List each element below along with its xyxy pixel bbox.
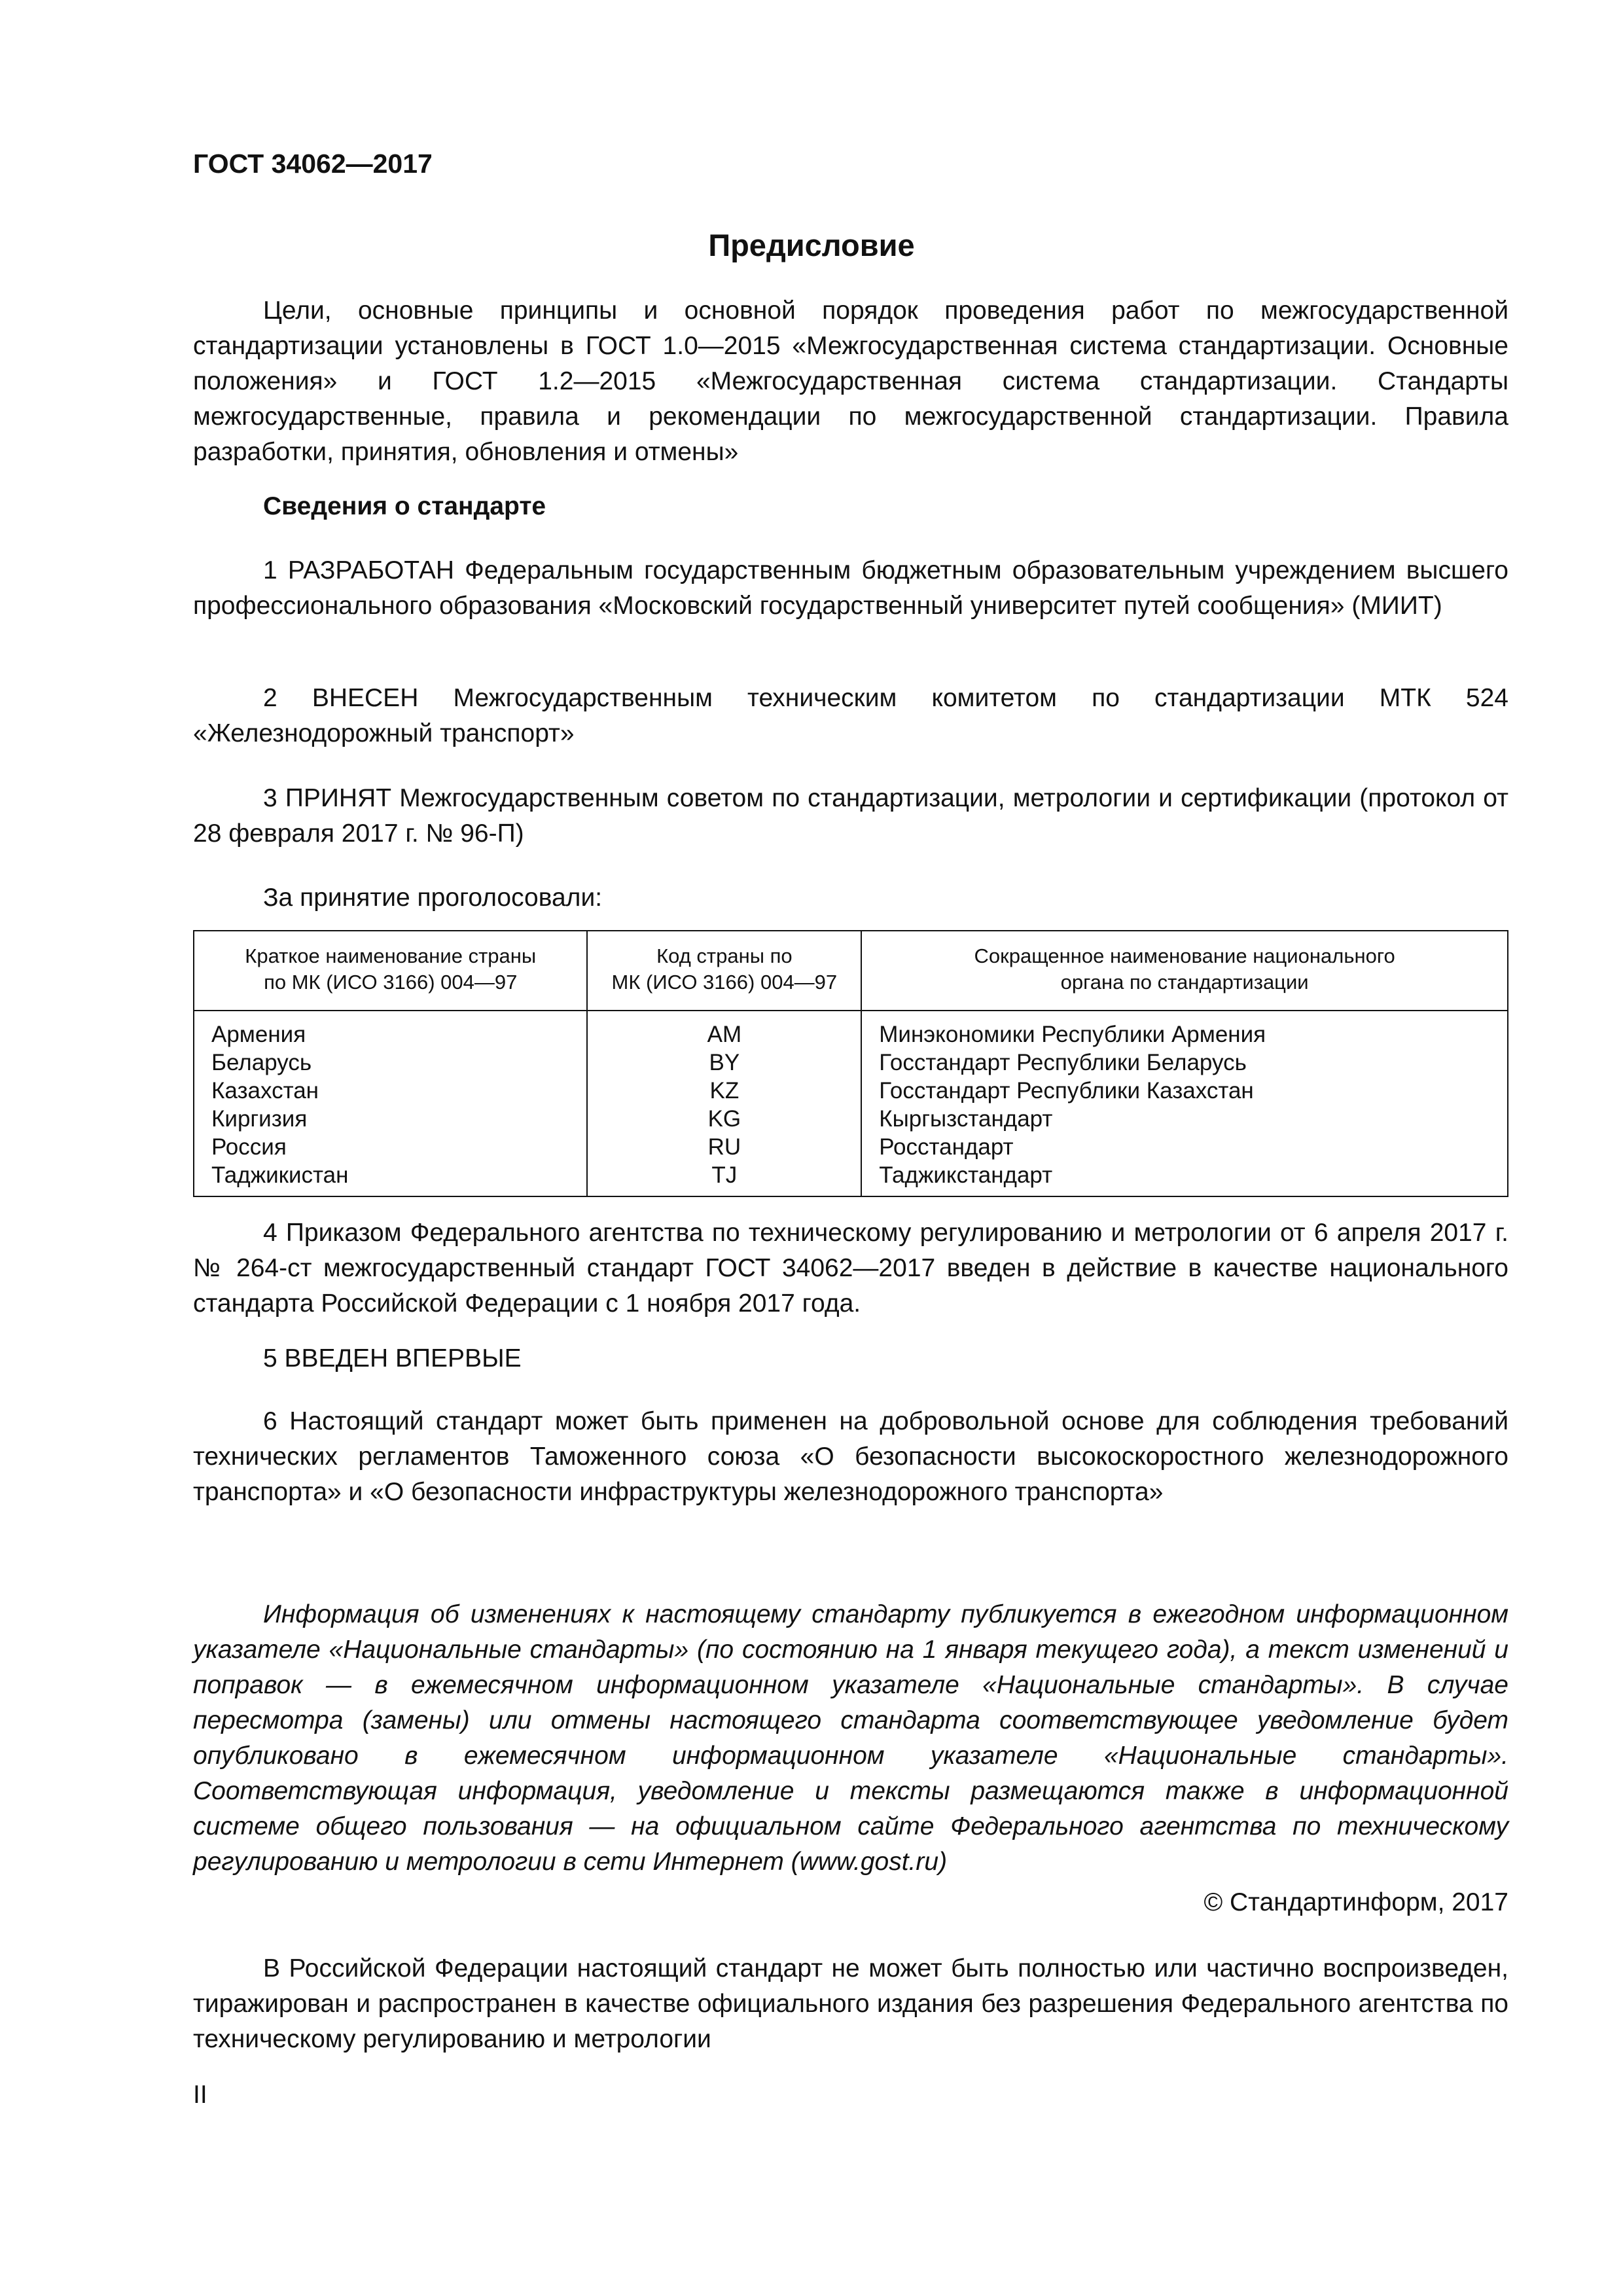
table-header-body (861, 931, 1508, 1011)
rights-paragraph: В Российской Федерации настоящий стандарт не может быть полностью или частично воспроизведен, тиражирован и распространен в качестве официального издания без разрешения Федерального агентства по техническому регулированию и метрологии (193, 1954, 1508, 2053)
table-cell-country: Таджикистан (211, 1162, 349, 1188)
item-3-paragraph: 3 ПРИНЯТ Межгосударственным советом по стандартизации, метрологии и сертификации (протокол от 28 февраля 2017 г. № 96-П) (193, 784, 1508, 848)
country-column (194, 1011, 587, 1196)
info-heading: Сведения о стандарте (263, 492, 546, 520)
voting-table (193, 930, 1508, 1197)
table-cell-body: Таджикстандарт (879, 1162, 1053, 1188)
table-cell-country: Армения (211, 1022, 306, 1047)
voted-label: За принятие проголосовали: (263, 884, 603, 912)
table-cell-country: Россия (211, 1134, 287, 1160)
notice-paragraph: Информация об изменениях к настоящему стандарту публикуется в ежегодном информационном указателе «Национальные стандарты» (по состоянию на 1 января текущего года), а текст изменений и поправок — в ежемесячном информационном указателе «Национальные стандарты». В случае пересмотра (замены) или отмены настоящего стандарта соответствующее уведомление будет опубликовано в ежемесячном информационном указателе «Национальные стандарты». Соответствующая информация, уведомление и тексты размещаются также в информационной системе общего пользования — на официальном сайте Федерального агентства по техническому регулированию и метрологии в сети Интернет (www.gost.ru) (193, 1600, 1508, 1876)
item-1-paragraph: 1 РАЗРАБОТАН Федеральным государственным бюджетным образовательным учреждением высшего профессионального образования «Московский государственный университет путей сообщения» (МИИТ) (193, 556, 1508, 620)
table-body-row (194, 1011, 1508, 1196)
header-text: Краткое наименование страны (245, 944, 537, 967)
table-cell-body: Росстандарт (879, 1134, 1014, 1160)
table-header-row (194, 931, 1508, 1011)
table-cell-code: RU (707, 1134, 741, 1160)
item-5-paragraph: 5 ВВЕДЕН ВПЕРВЫЕ (263, 1344, 522, 1372)
header-text: по МК (ИСО 3166) 004—97 (264, 971, 518, 994)
table-cell-body: Минэкономики Республики Армения (879, 1022, 1266, 1047)
item-2-paragraph: 2 ВНЕСЕН Межгосударственным техническим комитетом по стандартизации МТК 524 «Железнодорожный транспорт» (193, 684, 1508, 747)
table-cell-body: Госстандарт Республики Казахстан (879, 1078, 1254, 1103)
page-title: Предисловие (708, 228, 915, 262)
table-cell-country: Киргизия (211, 1106, 308, 1132)
code-column (587, 1011, 861, 1196)
table-cell-country: Беларусь (211, 1050, 312, 1075)
item-4-paragraph: 4 Приказом Федерального агентства по техническому регулированию и метрологии от 6 апреля 2017 г. № 264-ст межгосударственный стандарт ГОСТ 34062—2017 введен в действие в качестве национального стандарта Российской Федерации с 1 ноября 2017 года. (193, 1219, 1508, 1318)
table-cell-code: KG (707, 1106, 741, 1132)
header-text: органа по стандартизации (1060, 971, 1309, 994)
table-cell-body: Госстандарт Республики Беларусь (879, 1050, 1247, 1075)
table-header-country (194, 931, 587, 1011)
table-cell-code: BY (709, 1050, 740, 1075)
copyright: © Стандартинформ, 2017 (1204, 1888, 1508, 1916)
header-text: МК (ИСО 3166) 004—97 (611, 971, 838, 994)
table-cell-code: TJ (711, 1162, 738, 1188)
header-text: Код страны по (656, 944, 793, 967)
header-text: Сокращенное наименование национального (974, 944, 1395, 967)
table-cell-code: AM (707, 1022, 742, 1047)
table-header-code (587, 931, 861, 1011)
body-column (861, 1011, 1508, 1196)
intro-paragraph: Цели, основные принципы и основной порядок проведения работ по межгосударственной стандартизации установлены в ГОСТ 1.0—2015 «Межгосударственная система стандартизации. Основные положения» и ГОСТ 1.2—2015 «Межгосударственная система стандартизации. Стандарты межгосударственные, правила и рекомендации по межгосударственной стандартизации. Правила разработки, принятия, обновления и отмены» (193, 296, 1508, 466)
table-cell-body: Кыргызстандарт (879, 1106, 1053, 1132)
table-cell-code: KZ (709, 1078, 740, 1103)
document-code: ГОСТ 34062—2017 (193, 149, 433, 179)
table-cell-country: Казахстан (211, 1078, 319, 1103)
page-number: II (193, 2081, 207, 2109)
item-6-paragraph: 6 Настоящий стандарт может быть применен на добровольной основе для соблюдения требований технических регламентов Таможенного союза «О безопасности высокоскоростного железнодорожного транспорта» и «О безопасности инфраструктуры железнодорожного транспорта» (193, 1407, 1508, 1506)
